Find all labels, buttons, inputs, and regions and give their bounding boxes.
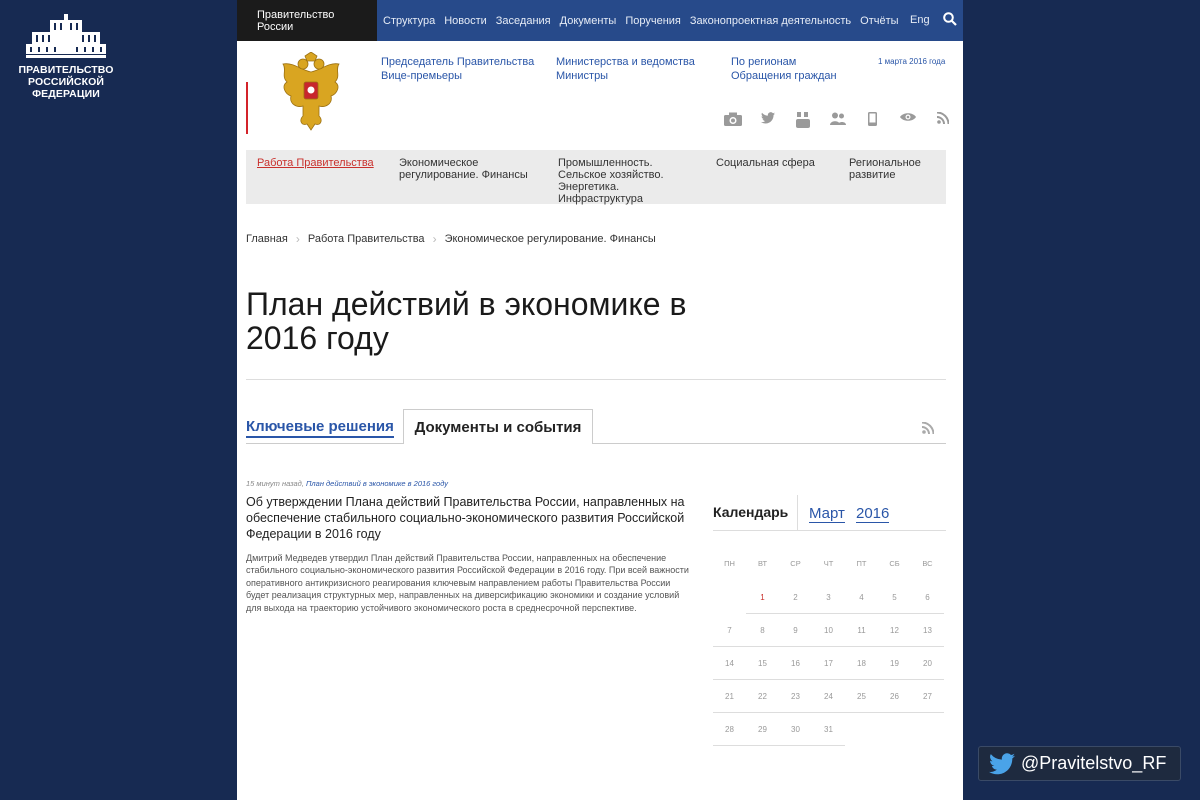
people-icon[interactable] bbox=[820, 112, 855, 128]
page-content bbox=[237, 0, 963, 800]
nav-item-legislation[interactable]: Законопроектная деятельность bbox=[689, 14, 852, 27]
calendar-day[interactable]: 5 bbox=[892, 593, 897, 602]
tab-key-decisions[interactable]: Ключевые решения bbox=[246, 418, 394, 438]
logo-line: ФЕДЕРАЦИИ bbox=[32, 88, 100, 100]
calendar-day[interactable]: 31 bbox=[824, 725, 833, 734]
weekday-label: ВТ bbox=[757, 559, 768, 568]
tab-baseline bbox=[246, 443, 946, 444]
weekday-label: СР bbox=[790, 559, 801, 568]
calendar-day[interactable]: 10 bbox=[824, 626, 833, 635]
calendar-day[interactable]: 6 bbox=[925, 593, 930, 602]
calendar-day[interactable]: 25 bbox=[857, 692, 866, 701]
accent-stripe bbox=[246, 82, 248, 134]
weekday-label: ПТ bbox=[856, 559, 867, 568]
link-deputy-premiers[interactable]: Вице-премьеры bbox=[381, 70, 463, 82]
nav-item-meetings[interactable]: Заседания bbox=[495, 14, 551, 27]
page-title: План действий в экономике в 2016 году bbox=[246, 286, 687, 356]
calendar-grid bbox=[713, 547, 944, 746]
header-links-col3 bbox=[731, 55, 837, 83]
news-time: 15 минут назад, bbox=[246, 479, 304, 488]
calendar-day[interactable]: 17 bbox=[824, 659, 833, 668]
section-item-economy[interactable]: Экономическое регулирование. Финансы bbox=[399, 157, 528, 181]
section-item-industry[interactable]: Промышленность. Сельское хозяйство. Энергетика. Инфраструктура bbox=[558, 157, 664, 205]
weekday-label: СБ bbox=[889, 559, 900, 568]
coat-of-arms-icon[interactable] bbox=[273, 52, 349, 139]
nav-home[interactable]: Правительство России bbox=[237, 0, 377, 41]
weekday-label: ВС bbox=[922, 559, 933, 568]
calendar-day[interactable]: 9 bbox=[793, 626, 798, 635]
social-links bbox=[715, 112, 960, 128]
breadcrumb bbox=[246, 232, 656, 246]
current-date: 1 марта 2016 года bbox=[878, 57, 946, 66]
calendar-week bbox=[713, 614, 944, 647]
calendar-day[interactable]: 14 bbox=[725, 659, 734, 668]
calendar-day bbox=[713, 581, 746, 614]
logo-line: РОССИЙСКОЙ bbox=[28, 76, 104, 88]
calendar-day[interactable]: 29 bbox=[758, 725, 767, 734]
calendar-day[interactable]: 30 bbox=[791, 725, 800, 734]
news-topic-link[interactable]: План действий в экономике в 2016 году bbox=[305, 479, 449, 488]
breadcrumb-item[interactable]: Экономическое регулирование. Финансы bbox=[444, 233, 656, 245]
breadcrumb-item[interactable]: Работа Правительства bbox=[307, 233, 425, 245]
nav-item-orders[interactable]: Поручения bbox=[625, 14, 681, 27]
breadcrumb-item[interactable]: Главная bbox=[246, 233, 288, 245]
news-meta bbox=[246, 479, 448, 488]
search-icon[interactable] bbox=[943, 12, 957, 29]
calendar-title: Календарь bbox=[713, 504, 789, 520]
weekday-label: ПН bbox=[724, 559, 735, 568]
nav-item-news[interactable]: Новости bbox=[444, 14, 487, 27]
calendar-day[interactable]: 2 bbox=[793, 593, 798, 602]
chevron-right-icon: › bbox=[295, 232, 300, 246]
calendar-day[interactable]: 1 bbox=[760, 593, 765, 602]
calendar-day[interactable]: 15 bbox=[758, 659, 767, 668]
divider bbox=[713, 530, 946, 531]
calendar-weekday-row bbox=[713, 547, 944, 581]
calendar-day[interactable]: 11 bbox=[857, 626, 866, 635]
calendar-day[interactable]: 12 bbox=[890, 626, 899, 635]
calendar-week bbox=[713, 713, 944, 746]
calendar-day[interactable]: 20 bbox=[923, 659, 932, 668]
government-logo[interactable] bbox=[14, 14, 118, 100]
link-ministries[interactable]: Министерства и ведомства bbox=[556, 56, 695, 68]
calendar-day[interactable]: 26 bbox=[890, 692, 899, 701]
news-body: Дмитрий Медведев утвердил План действий Правительства России, направленных на обеспечение стабильного социально-экономического развития Российской Федерации в 2016 году. При всей важности оперативного антикризисного реагирования ключевым направлением работы Правительства России будет реализация структурных мер, направленных на диверсификацию экономики и создание условий для выхода на траекторию устойчивого экономического роста в среднесрочной перспективе. bbox=[246, 553, 689, 613]
nav-item-structure[interactable]: Структура bbox=[383, 14, 436, 27]
calendar-day[interactable]: 18 bbox=[857, 659, 866, 668]
calendar-day[interactable]: 16 bbox=[791, 659, 800, 668]
calendar-day[interactable]: 22 bbox=[758, 692, 767, 701]
calendar-day[interactable]: 24 bbox=[824, 692, 833, 701]
calendar-day bbox=[878, 713, 911, 746]
tab-documents-events[interactable]: Документы и события bbox=[403, 409, 593, 444]
logo-line: ПРАВИТЕЛЬСТВО bbox=[18, 64, 114, 76]
section-item-regional[interactable]: Региональное развитие bbox=[849, 157, 921, 181]
twitter-handle: @Pravitelstvo_RF bbox=[1021, 753, 1167, 773]
white-house-icon bbox=[26, 14, 106, 58]
twitter-icon bbox=[989, 753, 1015, 775]
calendar-day[interactable]: 21 bbox=[725, 692, 734, 701]
youtube-icon[interactable] bbox=[785, 112, 820, 128]
twitter-badge[interactable] bbox=[978, 746, 1181, 781]
calendar-day[interactable]: 7 bbox=[727, 626, 732, 635]
rss-icon[interactable] bbox=[925, 112, 960, 128]
rss-icon[interactable] bbox=[922, 421, 934, 439]
twitter-icon[interactable] bbox=[750, 112, 785, 128]
calendar-month-select[interactable]: Март bbox=[809, 505, 845, 522]
nav-item-reports[interactable]: Отчёты bbox=[860, 14, 899, 27]
camera-icon[interactable] bbox=[715, 112, 750, 128]
calendar-week bbox=[713, 680, 944, 713]
section-item-government-work[interactable]: Работа Правительства bbox=[257, 157, 374, 169]
calendar-day[interactable]: 13 bbox=[923, 626, 932, 635]
news-title[interactable]: Об утверждении Плана действий Правительства России, направленных на обеспечение стабильного социально-экономического развития Российской Федерации в 2016 году bbox=[246, 495, 685, 541]
chevron-right-icon: › bbox=[432, 232, 437, 246]
calendar-week bbox=[713, 581, 944, 614]
divider bbox=[797, 495, 798, 530]
eye-icon[interactable] bbox=[890, 112, 925, 128]
calendar-day[interactable]: 23 bbox=[791, 692, 800, 701]
calendar-week bbox=[713, 647, 944, 680]
calendar-day bbox=[845, 713, 878, 746]
header-links-col1 bbox=[381, 55, 534, 83]
calendar-day[interactable]: 27 bbox=[923, 692, 932, 701]
mobile-icon[interactable] bbox=[855, 112, 890, 128]
link-ministers[interactable]: Министры bbox=[556, 70, 609, 82]
weekday-label: ЧТ bbox=[823, 559, 834, 568]
calendar-day[interactable]: 19 bbox=[890, 659, 899, 668]
nav-item-documents[interactable]: Документы bbox=[559, 14, 617, 27]
calendar-day bbox=[911, 713, 944, 746]
calendar-year-select[interactable]: 2016 bbox=[856, 505, 890, 522]
calendar-day[interactable]: 4 bbox=[859, 593, 864, 602]
header-links-col2 bbox=[556, 55, 695, 83]
section-navigation bbox=[246, 150, 946, 204]
section-item-social[interactable]: Социальная сфера bbox=[716, 157, 815, 169]
link-regions[interactable]: По регионам bbox=[731, 56, 797, 68]
language-switch[interactable]: Eng bbox=[910, 14, 930, 26]
link-chairman[interactable]: Председатель Правительства bbox=[381, 56, 535, 68]
calendar-day[interactable]: 8 bbox=[760, 626, 765, 635]
link-citizen-appeals[interactable]: Обращения граждан bbox=[731, 70, 837, 82]
top-navigation bbox=[237, 0, 963, 41]
calendar-day[interactable]: 28 bbox=[725, 725, 734, 734]
calendar-day[interactable]: 3 bbox=[826, 593, 831, 602]
divider bbox=[246, 379, 946, 380]
